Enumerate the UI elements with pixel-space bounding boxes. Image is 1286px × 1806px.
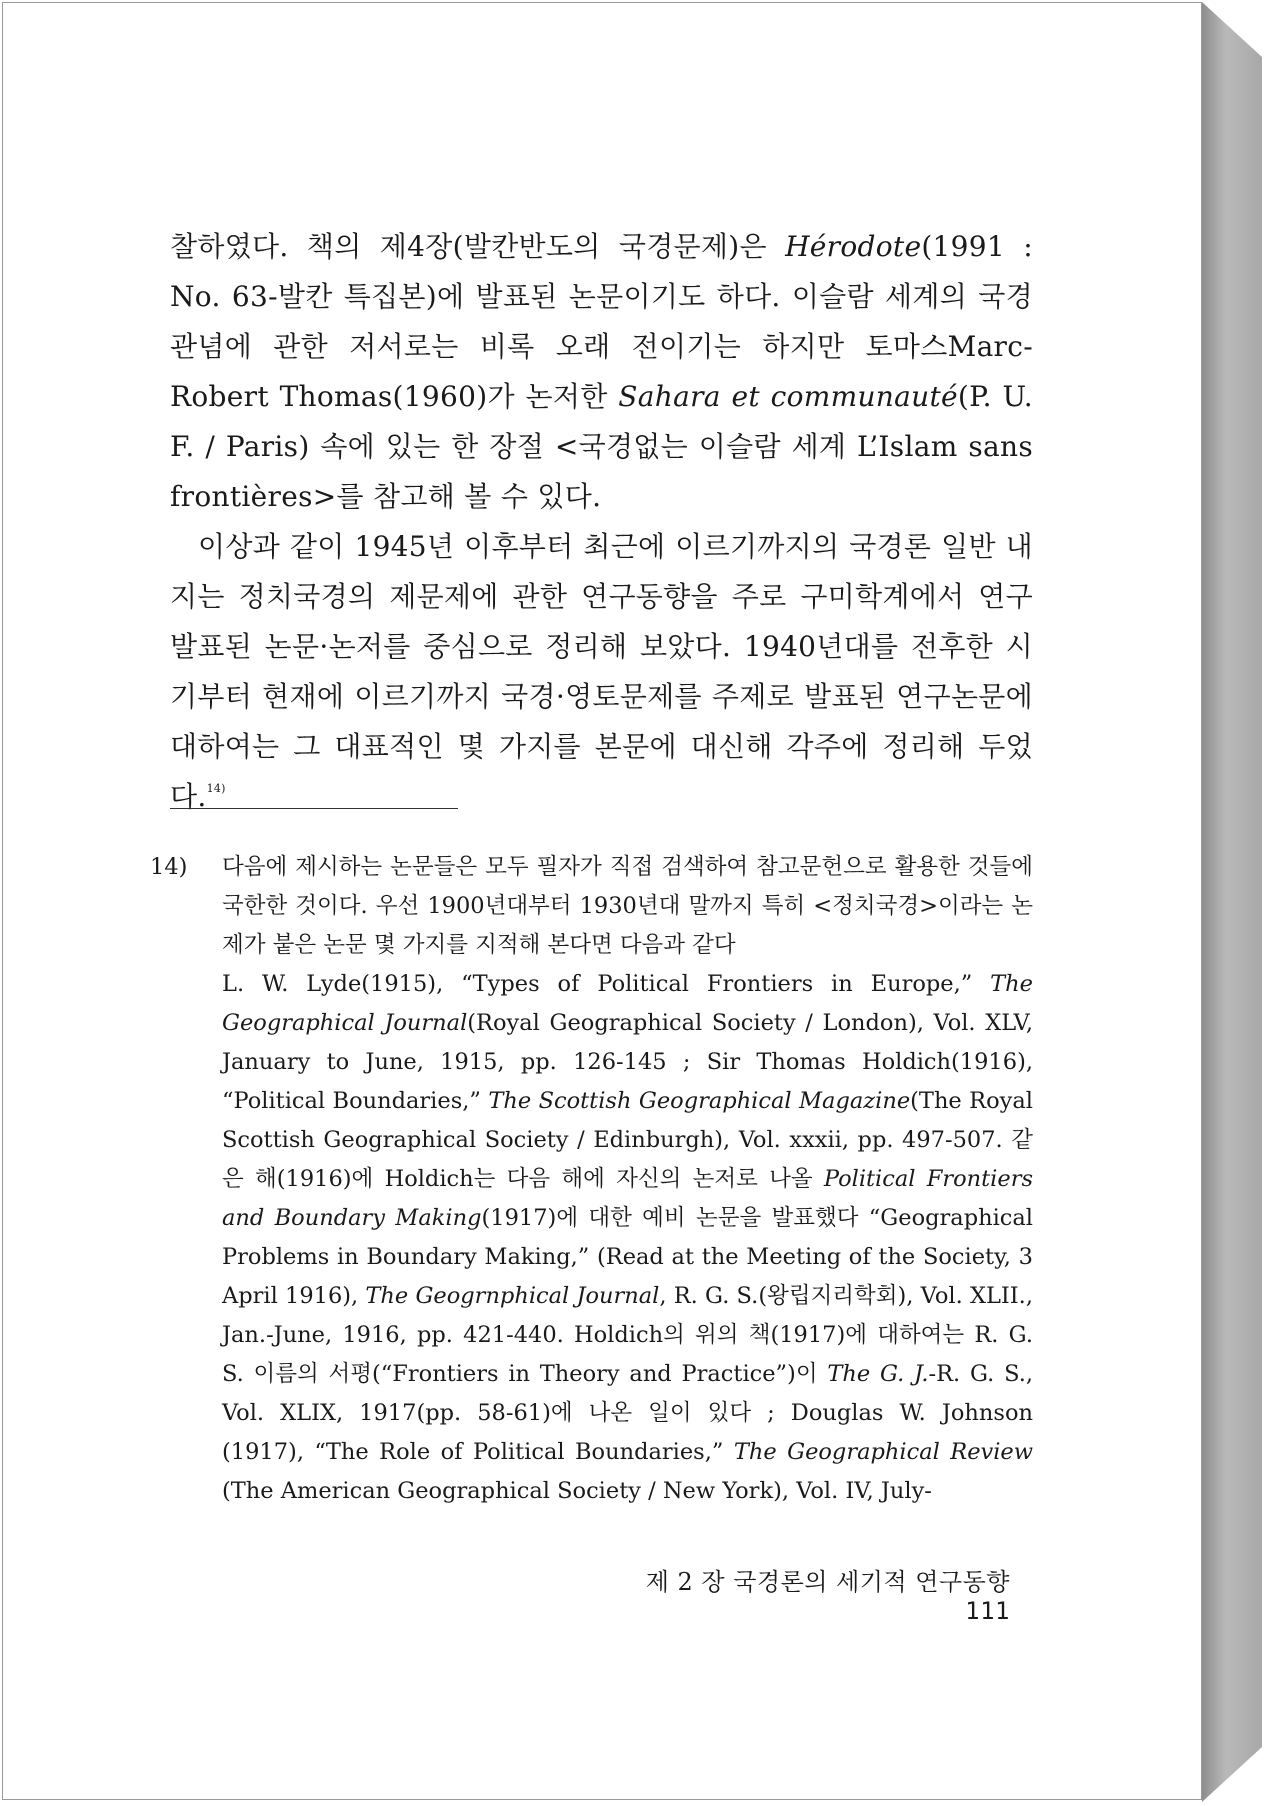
footnote-number: 14) (150, 854, 188, 880)
italic-title: Hérodote (785, 230, 922, 263)
paragraph-2: 이상과 같이 1945년 이후부터 최근에 이르기까지의 국경론 일반 내지는 정치국경의 제문제에 관한 연구동향을 주로 구미학계에서 연구 발표된 논문·논저를 중심으로 정리해 보았다. 1940년대를 전후한 시기부터 현재에 이르기까지 국경·영토문제를 주제로 발표된 연구논문에 대하여는 그 대표적인 몇 가지를 본문에 대신해 각주에 정리해 두었다.$^{14)}$ (170, 530, 1033, 813)
book-spine (1202, 2, 1262, 1802)
chapter-title: 제 2 장 국경론의 세기적 연구동향 (645, 1568, 1010, 1596)
footnote-divider (170, 808, 458, 809)
italic-title: The Geogrnphical Journal (365, 1283, 660, 1309)
paragraph-1: 찰하였다. 책의 제4장(발칸반도의 국경문제)은 Hérodote(1991 : No. 63-발칸 특집본)에 발표된 논문이기도 하다. 이슬람 세계의 국경관념에 관한 저서로는 비록 오래 전이기는 하지만 토마스Marc-Robert Thomas(1960)가 논저한 Sahara et communauté(P. U. F. / Paris) 속에 있는 한 장절 <국경없는 이슬람 세계 L’Islam sans frontières>를 참고해 볼 수 있다. (170, 230, 1034, 513)
footnote-references: L. W. Lyde(1915), “Types of Political Frontiers in Europe,” The Geographical Journal(Royal Geographical Society / London), Vol. XLV, January to June, 1915, pp. 126-145 ; Sir Thomas Holdich(1916), “Political Boundaries,” The Scottish Geographical Magazine(The Royal Scottish Geographical Society / Edinburgh), Vol. xxxii, pp. 497-507. 같은 해(1916)에 Holdich는 다음 해에 자신의 논저로 나올 Political Frontiers and Boundary Making(1917)에 대한 예비 논문을 발표했다 “Geographical Problems in Boundary Making,” (Read at the Meeting of the Society, 3 April 1916), The Geogrnphical Journal, R. G. S.(왕립지리학회), Vol. XLII., Jan.-June, 1916, pp. 421-440. Holdich의 위의 책(1917)에 대하여는 R. G. S. 이름의 서평(“Frontiers in Theory and Practice”)이 The G. J.-R. G. S., Vol. XLIX, 1917(pp. 58-61)에 나온 일이 있다 ; Douglas W. Johnson (1917), “The Role of Political Boundaries,” The Geographical Review (The American Geographical Society / New York), Vol. IV, July- (222, 971, 1033, 1504)
footnote-14 (150, 848, 1033, 1511)
main-text (170, 222, 1033, 822)
italic-title: Political Frontiers and Boundary Making (222, 1166, 1033, 1231)
italic-title: The Geographical Journal (222, 971, 1033, 1036)
footnote-reference[interactable]: 14) (206, 782, 226, 795)
italic-title: Sahara et communauté (618, 380, 958, 413)
italic-title: The Geographical Review (733, 1439, 1033, 1465)
page-number: 111 (965, 1597, 1010, 1625)
running-footer (590, 1562, 1010, 1625)
footnote-intro: 14) 다음에 제시하는 논문들은 모두 필자가 직접 검색하여 참고문헌으로 활용한 것들에 국한한 것이다. 우선 1900년대부터 1930년대 말까지 특히 <정치국경>이라는 논제가 붙은 논문 몇 가지를 지적해 본다면 다음과 같다 (186, 848, 1033, 965)
italic-title: The Scottish Geographical Magazine (488, 1088, 911, 1114)
italic-title: The G. J. (827, 1361, 929, 1387)
